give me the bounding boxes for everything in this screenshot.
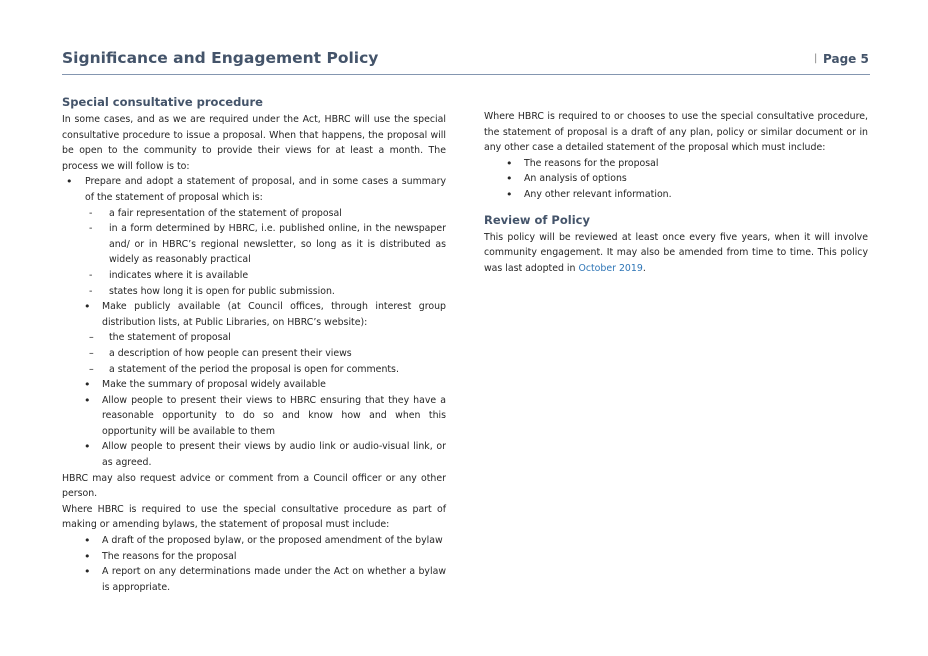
bylaw-paragraph: Where HBRC is required to use the special consultative procedure as part of making or amending bylaws, the statement of proposal must include: bbox=[62, 503, 446, 531]
dash-icon: - bbox=[89, 223, 93, 235]
list-item bbox=[62, 533, 446, 549]
list-item-text: The reasons for the proposal bbox=[524, 157, 659, 169]
right-column bbox=[484, 109, 868, 276]
dash-icon: - bbox=[89, 269, 93, 281]
bullet-icon: • bbox=[66, 175, 73, 189]
bullet-icon: • bbox=[84, 549, 91, 563]
bullet-icon: • bbox=[84, 440, 91, 454]
left-column bbox=[62, 94, 446, 595]
list-item-text: Allow people to present their views to HBRC ensuring that they have a reasonable opportunity to do so and know how and when this opportunity will be available to them bbox=[102, 394, 446, 437]
header-separator: | bbox=[814, 53, 818, 64]
list-item bbox=[62, 299, 446, 330]
bullet-icon: • bbox=[84, 378, 91, 392]
section-heading-special-consultative: Special consultative procedure bbox=[62, 95, 263, 109]
sub-list-item-text: a description of how people can present their views bbox=[109, 347, 352, 359]
sub-list-item bbox=[62, 346, 446, 362]
sub-list-item bbox=[62, 221, 446, 268]
sub-list-item bbox=[62, 206, 446, 222]
bullet-icon: • bbox=[84, 565, 91, 579]
sub-list-item bbox=[62, 330, 446, 346]
list-item bbox=[62, 377, 446, 393]
bullet-icon: • bbox=[506, 156, 513, 170]
sub-list-item-text: a fair representation of the statement of proposal bbox=[109, 207, 342, 219]
list-item bbox=[62, 393, 446, 440]
review-date: October 2019 bbox=[578, 262, 643, 274]
review-end: . bbox=[642, 262, 646, 274]
advice-paragraph: HBRC may also request advice or comment from a Council officer or any other person. bbox=[62, 472, 446, 500]
sub-list-item-text: indicates where it is available bbox=[109, 269, 249, 281]
review-paragraph bbox=[484, 230, 868, 277]
sub-list-item-text: the statement of proposal bbox=[109, 332, 231, 344]
sub-list-item bbox=[62, 268, 446, 284]
page-number: Page 5 bbox=[823, 52, 869, 66]
list-item-text: A report on any determinations made under the Act on whether a bylaw is appropriate. bbox=[102, 566, 446, 593]
header-divider bbox=[62, 74, 870, 75]
list-item-text: The reasons for the proposal bbox=[102, 550, 237, 562]
list-item-text: Any other relevant information. bbox=[524, 188, 672, 200]
list-item bbox=[62, 549, 446, 565]
review-text: This policy will be reviewed at least once every five years, when it will involve community engagement. It may also be amended from time to time. This policy was last adopted in bbox=[484, 231, 868, 274]
en-dash-icon: – bbox=[89, 363, 94, 375]
sub-list-item-text: in a form determined by HBRC, i.e. published online, in the newspaper and/ or in HBRC’s regional newsletter, so long as it is distributed as widely as reasonably practical bbox=[109, 223, 446, 266]
sub-list-item-text: a statement of the period the proposal is open for comments. bbox=[109, 363, 399, 375]
sub-list-item bbox=[62, 284, 446, 300]
en-dash-icon: – bbox=[89, 347, 94, 359]
list-item-text: Allow people to present their views by audio link or audio-visual link, or as agreed. bbox=[102, 441, 446, 469]
list-item bbox=[484, 156, 868, 172]
sub-list-item-text: states how long it is open for public submission. bbox=[109, 285, 335, 297]
intro-paragraph: In some cases, and as we are required under the Act, HBRC will use the special consultative procedure to issue a proposal. When that happens, the proposal will be open to the community to provide their views for at least a month. The process we will follow is to: bbox=[62, 114, 446, 172]
sub-list-item bbox=[62, 362, 446, 378]
bullet-icon: • bbox=[506, 172, 513, 186]
list-item-text: Prepare and adopt a statement of proposal, and in some cases a summary of the statement of proposal which is: bbox=[85, 176, 446, 203]
dash-icon: - bbox=[89, 285, 93, 297]
page-title: Significance and Engagement Policy bbox=[62, 49, 379, 67]
section-heading-review-of-policy: Review of Policy bbox=[484, 212, 590, 227]
list-item-text: Make publicly available (at Council offices, through interest group distribution lists, at Public Libraries, on HBRC’s website): bbox=[102, 301, 446, 328]
bullet-icon: • bbox=[84, 300, 91, 314]
list-item bbox=[62, 439, 446, 470]
en-dash-icon: – bbox=[89, 332, 94, 344]
list-item bbox=[484, 187, 868, 203]
dash-icon: - bbox=[89, 207, 93, 219]
bullet-icon: • bbox=[84, 534, 91, 548]
list-item-text: Make the summary of proposal widely available bbox=[102, 379, 326, 391]
list-item bbox=[62, 564, 446, 595]
list-item bbox=[484, 171, 868, 187]
list-item-text: An analysis of options bbox=[524, 173, 627, 185]
bullet-icon: • bbox=[84, 393, 91, 407]
proposal-intro-paragraph: Where HBRC is required to or chooses to use the special consultative procedure, the statement of proposal is a draft of any plan, policy or similar document or in any other case a detailed statement of the proposal which must include: bbox=[484, 111, 868, 154]
bullet-icon: • bbox=[506, 187, 513, 201]
list-item bbox=[62, 174, 446, 205]
list-item-text: A draft of the proposed bylaw, or the proposed amendment of the bylaw bbox=[102, 535, 443, 547]
